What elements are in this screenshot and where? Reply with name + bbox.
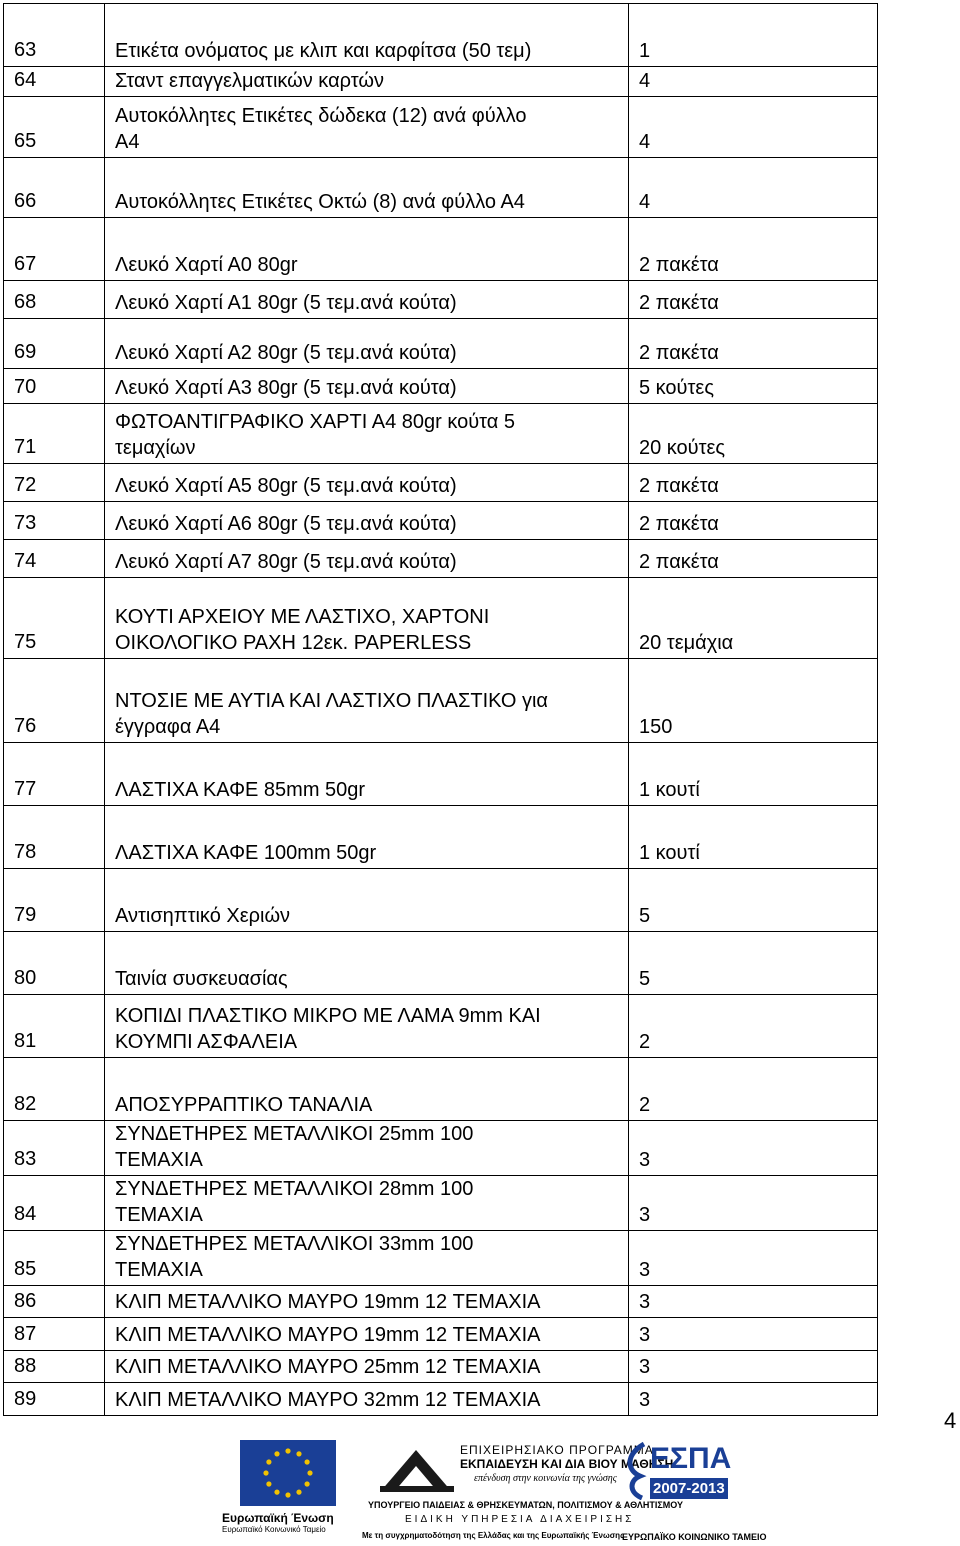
- eu-star-icon: [274, 1451, 279, 1456]
- item-number-cell: 81: [4, 995, 105, 1058]
- item-number-cell: 72: [4, 464, 105, 502]
- item-number-cell: 78: [4, 806, 105, 869]
- item-description-cell: ΚΛΙΠ ΜΕΤΑΛΛΙΚΟ ΜΑΥΡΟ 19mm 12 ΤΕΜΑΧΙΑ: [105, 1318, 629, 1351]
- item-description-cell: Λευκό Χαρτί Α6 80gr (5 τεμ.ανά κούτα): [105, 502, 629, 540]
- item-quantity-cell: 2: [629, 1058, 878, 1121]
- table-row: [4, 464, 878, 502]
- items-table: [3, 3, 878, 1416]
- eu-caption: Ευρωπαϊκή Ένωση: [222, 1511, 334, 1525]
- item-quantity-cell: 20 τεμάχια: [629, 578, 878, 659]
- eu-star-icon: [266, 1459, 271, 1464]
- item-description-cell: Λευκό Χαρτί Α3 80gr (5 τεμ.ανά κούτα): [105, 369, 629, 404]
- item-number-cell: 71: [4, 404, 105, 464]
- item-description-cell: Αυτοκόλλητες Ετικέτες δώδεκα (12) ανά φύλλο Α4: [105, 97, 629, 158]
- item-number-cell: 70: [4, 369, 105, 404]
- item-number-cell: 65: [4, 97, 105, 158]
- item-number-cell: 82: [4, 1058, 105, 1121]
- item-description-cell: Λευκό Χαρτί Α5 80gr (5 τεμ.ανά κούτα): [105, 464, 629, 502]
- item-quantity-cell: 2 πακέτα: [629, 281, 878, 319]
- item-number-cell: 64: [4, 67, 105, 97]
- item-number-cell: 87: [4, 1318, 105, 1351]
- item-description-cell: Λευκό Χαρτί Α2 80gr (5 τεμ.ανά κούτα): [105, 319, 629, 369]
- item-description-cell: ΚΛΙΠ ΜΕΤΑΛΛΙΚΟ ΜΑΥΡΟ 25mm 12 ΤΕΜΑΧΙΑ: [105, 1351, 629, 1383]
- item-description-cell: ΚΟΠΙΔΙ ΠΛΑΣΤΙΚΟ ΜΙΚΡΟ ΜΕ ΛΑΜΑ 9mm ΚΑΙ ΚΟΥΜΠΙ ΑΣΦΑΛΕΙΑ: [105, 995, 629, 1058]
- table-row: [4, 869, 878, 932]
- item-quantity-cell: 5: [629, 869, 878, 932]
- item-description-cell: ΣΥΝΔΕΤΗΡΕΣ ΜΕΤΑΛΛΙΚΟΙ 28mm 100 ΤΕΜΑΧΙΑ: [105, 1176, 629, 1231]
- table-row: [4, 97, 878, 158]
- item-number-cell: 83: [4, 1121, 105, 1176]
- eu-flag-icon: [240, 1440, 336, 1506]
- table-row: [4, 1176, 878, 1231]
- item-quantity-cell: 4: [629, 158, 878, 218]
- item-quantity-cell: 2 πακέτα: [629, 464, 878, 502]
- item-quantity-cell: 5 κούτες: [629, 369, 878, 404]
- footer-logos: [0, 1430, 960, 1546]
- table-row: [4, 67, 878, 97]
- eu-star-icon: [307, 1470, 312, 1475]
- item-description-cell: Ετικέτα ονόματος με κλιπ και καρφίτσα (50 τεμ): [105, 4, 629, 67]
- item-description-cell: ΝΤΟΣΙΕ ΜΕ ΑΥΤΙΑ ΚΑΙ ΛΑΣΤΙΧΟ ΠΛΑΣΤΙΚΟ για έγγραφα Α4: [105, 659, 629, 743]
- item-description-cell: Αυτοκόλλητες Ετικέτες Οκτώ (8) ανά φύλλο Α4: [105, 158, 629, 218]
- item-number-cell: 66: [4, 158, 105, 218]
- espa-fund-caption: ΕΥΡΩΠΑΪΚΟ ΚΟΙΝΩΝΙΚΟ ΤΑΜΕΙΟ: [622, 1532, 767, 1542]
- item-number-cell: 77: [4, 743, 105, 806]
- item-number-cell: 76: [4, 659, 105, 743]
- item-number-cell: 79: [4, 869, 105, 932]
- table-row: [4, 806, 878, 869]
- item-description-cell: ΚΛΙΠ ΜΕΤΑΛΛΙΚΟ ΜΑΥΡΟ 32mm 12 ΤΕΜΑΧΙΑ: [105, 1383, 629, 1416]
- ministry-name: ΥΠΟΥΡΓΕΙΟ ΠΑΙΔΕΙΑΣ & ΘΡΗΣΚΕΥΜΑΤΩΝ, ΠΟΛΙΤΙΣΜΟΥ & ΑΘΛΗΤΙΣΜΟΥ: [368, 1500, 683, 1510]
- item-quantity-cell: 2 πακέτα: [629, 540, 878, 578]
- table-row: [4, 1383, 878, 1416]
- item-quantity-cell: 2: [629, 995, 878, 1058]
- table-row: [4, 995, 878, 1058]
- item-description-cell: Λευκό Χαρτί Α0 80gr: [105, 218, 629, 281]
- item-number-cell: 75: [4, 578, 105, 659]
- item-description-cell: Σταντ επαγγελματικών καρτών: [105, 67, 629, 97]
- table-row: [4, 1286, 878, 1318]
- item-quantity-cell: 3: [629, 1231, 878, 1286]
- eu-subcaption: Ευρωπαϊκό Κοινωνικό Ταμείο: [222, 1525, 326, 1534]
- table-row: [4, 4, 878, 67]
- item-description-cell: Λευκό Χαρτί Α1 80gr (5 τεμ.ανά κούτα): [105, 281, 629, 319]
- eu-star-icon: [305, 1481, 310, 1486]
- page-number: 4: [944, 1408, 957, 1433]
- item-number-cell: 85: [4, 1231, 105, 1286]
- items-table-body: [4, 4, 878, 1416]
- eu-star-icon: [296, 1451, 301, 1456]
- table-row: [4, 281, 878, 319]
- item-quantity-cell: 3: [629, 1318, 878, 1351]
- item-quantity-cell: 150: [629, 659, 878, 743]
- item-quantity-cell: 1 κουτί: [629, 806, 878, 869]
- table-row: [4, 218, 878, 281]
- program-title-line1: ΕΠΙΧΕΙΡΗΣΙΑΚΟ ΠΡΟΓΡΑΜΜΑ: [460, 1443, 654, 1457]
- eu-star-icon: [274, 1490, 279, 1495]
- item-quantity-cell: 5: [629, 932, 878, 995]
- table-row: [4, 1318, 878, 1351]
- item-description-cell: Ταινία συσκευασίας: [105, 932, 629, 995]
- program-logo-icon: [378, 1446, 456, 1494]
- table-row: [4, 743, 878, 806]
- item-description-cell: ΣΥΝΔΕΤΗΡΕΣ ΜΕΤΑΛΛΙΚΟΙ 25mm 100 ΤΕΜΑΧΙΑ: [105, 1121, 629, 1176]
- table-row: [4, 369, 878, 404]
- table-row: [4, 319, 878, 369]
- item-number-cell: 68: [4, 281, 105, 319]
- item-description-cell: ΛΑΣΤΙΧΑ ΚΑΦΕ 85mm 50gr: [105, 743, 629, 806]
- item-description-cell: ΛΑΣΤΙΧΑ ΚΑΦΕ 100mm 50gr: [105, 806, 629, 869]
- cofunding-note: Με τη συγχρηματοδότηση της Ελλάδας και της Ευρωπαϊκής Ένωσης: [362, 1531, 625, 1540]
- item-number-cell: 69: [4, 319, 105, 369]
- item-number-cell: 63: [4, 4, 105, 67]
- item-quantity-cell: 2 πακέτα: [629, 319, 878, 369]
- table-row: [4, 1231, 878, 1286]
- item-description-cell: ΣΥΝΔΕΤΗΡΕΣ ΜΕΤΑΛΛΙΚΟΙ 33mm 100 ΤΕΜΑΧΙΑ: [105, 1231, 629, 1286]
- managing-authority: ΕΙΔΙΚΗ ΥΠΗΡΕΣΙΑ ΔΙΑΧΕΙΡΙΣΗΣ: [405, 1514, 635, 1525]
- eu-star-icon: [266, 1481, 271, 1486]
- espa-logo-text: ΕΣΠΑ: [650, 1442, 732, 1475]
- item-quantity-cell: 3: [629, 1351, 878, 1383]
- item-quantity-cell: 20 κούτες: [629, 404, 878, 464]
- program-slogan: επένδυση στην κοινωνία της γνώσης: [474, 1473, 617, 1484]
- eu-star-icon: [263, 1470, 268, 1475]
- eu-star-icon: [296, 1490, 301, 1495]
- item-quantity-cell: 2 πακέτα: [629, 218, 878, 281]
- espa-years: 2007-2013: [650, 1478, 728, 1499]
- table-row: [4, 578, 878, 659]
- item-description-cell: ΦΩΤΟΑΝΤΙΓΡΑΦΙΚΟ ΧΑΡΤΙ Α4 80gr κούτα 5 τεμαχίων: [105, 404, 629, 464]
- item-description-cell: ΚΛΙΠ ΜΕΤΑΛΛΙΚΟ ΜΑΥΡΟ 19mm 12 ΤΕΜΑΧΙΑ: [105, 1286, 629, 1318]
- item-quantity-cell: 4: [629, 97, 878, 158]
- table-row: [4, 540, 878, 578]
- item-quantity-cell: 1 κουτί: [629, 743, 878, 806]
- item-description-cell: Λευκό Χαρτί Α7 80gr (5 τεμ.ανά κούτα): [105, 540, 629, 578]
- item-quantity-cell: 3: [629, 1383, 878, 1416]
- item-number-cell: 88: [4, 1351, 105, 1383]
- item-number-cell: 73: [4, 502, 105, 540]
- table-row: [4, 404, 878, 464]
- item-description-cell: ΚΟΥΤΙ ΑΡΧΕΙΟΥ ΜΕ ΛΑΣΤΙΧΟ, ΧΑΡΤΟΝΙ ΟΙΚΟΛΟΓΙΚΟ ΡΑΧΗ 12εκ. PAPERLESS: [105, 578, 629, 659]
- item-quantity-cell: 3: [629, 1176, 878, 1231]
- eu-star-icon: [285, 1448, 290, 1453]
- item-number-cell: 74: [4, 540, 105, 578]
- item-number-cell: 84: [4, 1176, 105, 1231]
- espa-swirl-icon: [622, 1440, 648, 1500]
- table-row: [4, 1121, 878, 1176]
- eu-star-icon: [285, 1492, 290, 1497]
- table-row: [4, 932, 878, 995]
- item-number-cell: 67: [4, 218, 105, 281]
- item-quantity-cell: 3: [629, 1286, 878, 1318]
- item-quantity-cell: 1: [629, 4, 878, 67]
- item-description-cell: Αντισηπτικό Χεριών: [105, 869, 629, 932]
- item-quantity-cell: 3: [629, 1121, 878, 1176]
- program-title-line2: ΕΚΠΑΙΔΕΥΣΗ ΚΑΙ ΔΙΑ ΒΙΟΥ ΜΑΘΗΣΗ: [460, 1457, 674, 1471]
- item-quantity-cell: 2 πακέτα: [629, 502, 878, 540]
- item-number-cell: 80: [4, 932, 105, 995]
- table-row: [4, 1351, 878, 1383]
- item-number-cell: 89: [4, 1383, 105, 1416]
- eu-star-icon: [305, 1459, 310, 1464]
- item-description-cell: ΑΠΟΣΥΡΡΑΠΤΙΚΟ ΤΑΝΑΛΙΑ: [105, 1058, 629, 1121]
- table-row: [4, 158, 878, 218]
- table-row: [4, 1058, 878, 1121]
- item-number-cell: 86: [4, 1286, 105, 1318]
- table-row: [4, 659, 878, 743]
- item-quantity-cell: 4: [629, 67, 878, 97]
- table-row: [4, 502, 878, 540]
